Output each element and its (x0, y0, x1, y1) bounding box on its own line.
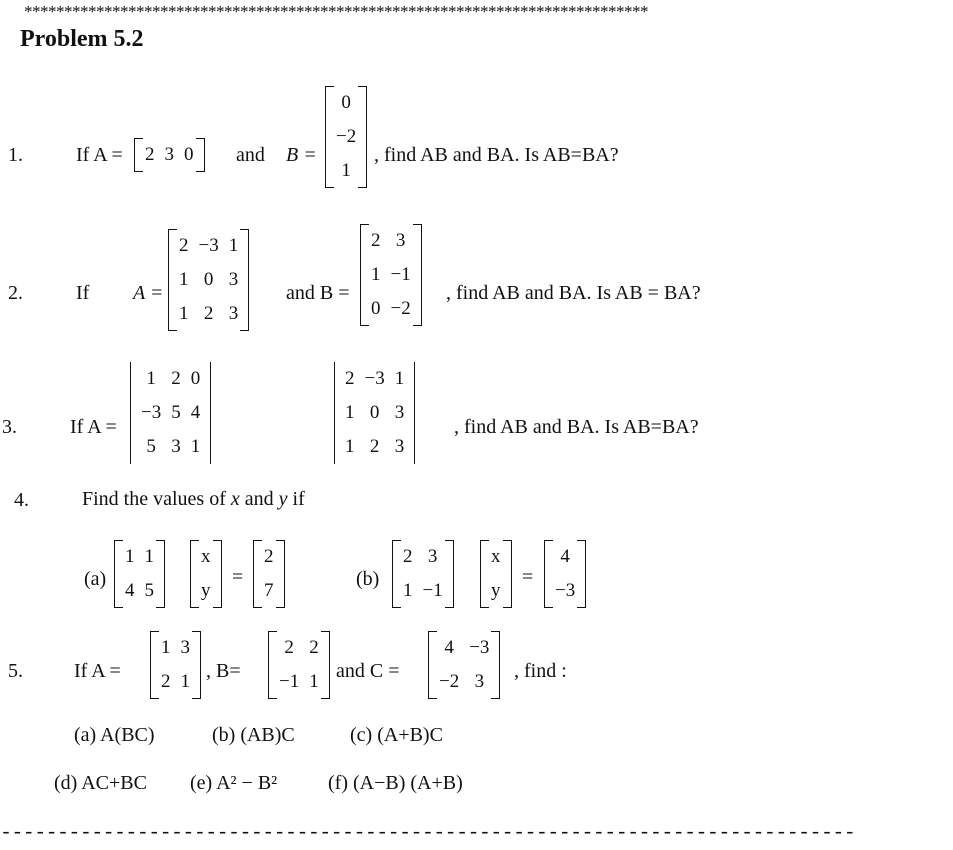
matrix-cell: x (491, 546, 501, 567)
matrix-cell: 1 (125, 546, 135, 567)
page-title: Problem 5.2 (20, 26, 144, 52)
bracket-left (253, 540, 262, 608)
matrix-cell: 2 (369, 436, 380, 457)
matrix-4b-r (544, 540, 586, 608)
matrix-4b-v (480, 540, 512, 608)
matrix-cell: 0 (341, 92, 351, 113)
matrix-cell: 4 (125, 580, 135, 601)
matrix-cell: 2 (161, 671, 171, 692)
matrix-cell: 1 (190, 436, 201, 457)
bracket-left (134, 138, 143, 172)
matrix-cell: −1 (422, 580, 443, 601)
bracket-right (445, 540, 454, 608)
matrix-cell: 1 (146, 368, 156, 389)
matrix-cell: 1 (371, 264, 381, 285)
problem-4a-label: (a) (84, 568, 107, 590)
problem-1-B-label: B = (286, 144, 317, 166)
matrix-cell: 1 (309, 671, 319, 692)
matrix-cell: 2 (203, 303, 214, 324)
matrix-2-A (168, 229, 249, 331)
matrix-cell: 1 (228, 235, 239, 256)
problem-4-text: Find the values of x and y if (82, 488, 305, 510)
matrix-cell: 0 (184, 144, 194, 165)
matrix-cell: 3 (228, 303, 239, 324)
matrix-cell: 2 (309, 637, 319, 658)
problem-5-C-label: and C = (336, 660, 400, 682)
matrix-cell: 5 (144, 580, 154, 601)
problem-1-number: 1. (8, 144, 23, 166)
matrix-cell: x (201, 546, 211, 567)
matrix-cell: 2 (403, 546, 413, 567)
matrix-cell: 1 (180, 671, 190, 692)
matrix-5-B (268, 631, 330, 699)
matrix-cell: −2 (336, 126, 357, 147)
bracket-left (268, 631, 277, 699)
problem-1-tail: , find AB and BA. Is AB=BA? (374, 144, 619, 166)
matrix-cell: 1 (394, 368, 405, 389)
matrix-cell: 3 (164, 144, 174, 165)
problem-5-item-c: (c) (A+B)C (350, 724, 443, 746)
matrix-cell: y (201, 580, 211, 601)
matrix-cell: 4 (190, 402, 201, 423)
problem-4-number: 4. (14, 489, 29, 511)
bracket-right (192, 631, 201, 699)
matrix-cell: 3 (180, 637, 190, 658)
matrix-cell: 5 (146, 436, 156, 457)
matrix-cell: 3 (394, 436, 405, 457)
matrix-cell: −3 (555, 580, 576, 601)
bracket-left (392, 540, 401, 608)
bracket-right (503, 540, 512, 608)
problem-2-and-B: and B = (286, 282, 350, 304)
bracket-left (168, 229, 177, 331)
bracket-left (360, 224, 369, 326)
bracket-right (321, 631, 330, 699)
matrix-cell: 4 (560, 546, 570, 567)
matrix-4b-M (392, 540, 454, 608)
matrix-table (136, 362, 205, 464)
problem-5-item-b: (b) (AB)C (212, 724, 295, 746)
bracket-left (544, 540, 553, 608)
matrix-table (398, 540, 448, 608)
bracket-right (577, 540, 586, 608)
matrix-cell: 2 (345, 368, 355, 389)
matrix-cell: 2 (145, 144, 155, 165)
matrix-cell: 1 (403, 580, 413, 601)
matrix-cell: 0 (371, 298, 381, 319)
stars-separator: ****************************************************************************** (24, 2, 648, 21)
problem-3-if: If A = (70, 416, 117, 438)
problem-3-tail: , find AB and BA. Is AB=BA? (454, 416, 699, 438)
bracket-right (413, 224, 422, 326)
matrix-cell: 1 (341, 160, 351, 181)
matrix-cell: 2 (371, 230, 381, 251)
matrix-cell: 2 (171, 368, 181, 389)
matrix-table (366, 224, 416, 326)
bracket-right (210, 362, 211, 464)
matrix-cell: 4 (444, 637, 454, 658)
matrix-table (174, 229, 243, 331)
matrix-1-A (134, 138, 205, 172)
matrix-table (340, 362, 409, 464)
matrix-cell: 3 (228, 269, 239, 290)
bracket-left (334, 362, 335, 464)
matrix-3-B (334, 362, 415, 464)
matrix-cell: 1 (179, 269, 189, 290)
matrix-cell: −3 (198, 235, 219, 256)
matrix-cell: −2 (439, 671, 460, 692)
matrix-table (550, 540, 580, 608)
matrix-cell: y (491, 580, 501, 601)
matrix-cell: 2 (264, 546, 274, 567)
matrix-5-A (150, 631, 201, 699)
matrix-cell: 5 (171, 402, 181, 423)
problem-5-B-label: , B= (206, 660, 241, 682)
matrix-cell: 2 (179, 235, 189, 256)
matrix-table (331, 86, 361, 188)
matrix-cell: 1 (345, 402, 355, 423)
matrix-cell: 1 (345, 436, 355, 457)
dashed-separator: --------------------------------------------------------------------------- (0, 822, 856, 845)
problem-2-A-label: A = (133, 282, 164, 304)
bracket-right (414, 362, 415, 464)
matrix-2-B (360, 224, 422, 326)
problem-5-item-f: (f) (A−B) (A+B) (328, 772, 463, 794)
bracket-left (150, 631, 159, 699)
bracket-left (190, 540, 199, 608)
bracket-left (325, 86, 334, 188)
bracket-left (114, 540, 123, 608)
problem-1-if: If A = (76, 144, 123, 166)
matrix-4a-v (190, 540, 222, 608)
matrix-table (274, 631, 324, 699)
matrix-cell: −3 (364, 368, 385, 389)
problem-2-tail: , find AB and BA. Is AB = BA? (446, 282, 701, 304)
matrix-3-A (130, 362, 211, 464)
matrix-cell: 3 (171, 436, 181, 457)
matrix-table (140, 138, 199, 172)
matrix-cell: −3 (469, 637, 490, 658)
matrix-cell: 3 (395, 230, 406, 251)
matrix-4a-r (253, 540, 285, 608)
problem-5-item-d: (d) AC+BC (54, 772, 147, 794)
problem-2-number: 2. (8, 282, 23, 304)
matrix-cell: 7 (264, 580, 274, 601)
bracket-right (196, 138, 205, 172)
problem-5-item-a: (a) A(BC) (74, 724, 155, 746)
matrix-cell: 0 (190, 368, 201, 389)
matrix-cell: 3 (474, 671, 485, 692)
matrix-cell: −1 (390, 264, 411, 285)
matrix-cell: 1 (179, 303, 189, 324)
matrix-cell: 1 (161, 637, 171, 658)
bracket-right (276, 540, 285, 608)
problem-2-if: If (76, 282, 90, 304)
matrix-cell: −3 (141, 402, 162, 423)
matrix-table (156, 631, 195, 699)
matrix-cell: −2 (390, 298, 411, 319)
bracket-left (428, 631, 437, 699)
problem-5-if: If A = (74, 660, 121, 682)
bracket-right (156, 540, 165, 608)
bracket-right (240, 229, 249, 331)
matrix-cell: −1 (279, 671, 300, 692)
problem-1-and: and (236, 144, 265, 166)
matrix-1-B (325, 86, 367, 188)
matrix-table (120, 540, 159, 608)
bracket-right (491, 631, 500, 699)
bracket-right (358, 86, 367, 188)
matrix-cell: 1 (144, 546, 154, 567)
matrix-4a-M (114, 540, 165, 608)
bracket-left (480, 540, 489, 608)
matrix-table (434, 631, 494, 699)
bracket-left (130, 362, 131, 464)
problem-5-tail: , find : (514, 660, 567, 682)
bracket-right (213, 540, 222, 608)
matrix-cell: 0 (203, 269, 214, 290)
matrix-cell: 3 (394, 402, 405, 423)
problem-4b-eq: = (522, 566, 534, 588)
problem-4b-label: (b) (356, 568, 380, 590)
problem-3-number: 3. (2, 416, 17, 438)
matrix-cell: 2 (284, 637, 294, 658)
problem-4a-eq: = (232, 566, 244, 588)
matrix-5-C (428, 631, 500, 699)
problem-5-item-e: (e) A² − B² (190, 772, 278, 794)
matrix-cell: 3 (427, 546, 438, 567)
matrix-cell: 0 (369, 402, 380, 423)
problem-5-number: 5. (8, 660, 23, 682)
